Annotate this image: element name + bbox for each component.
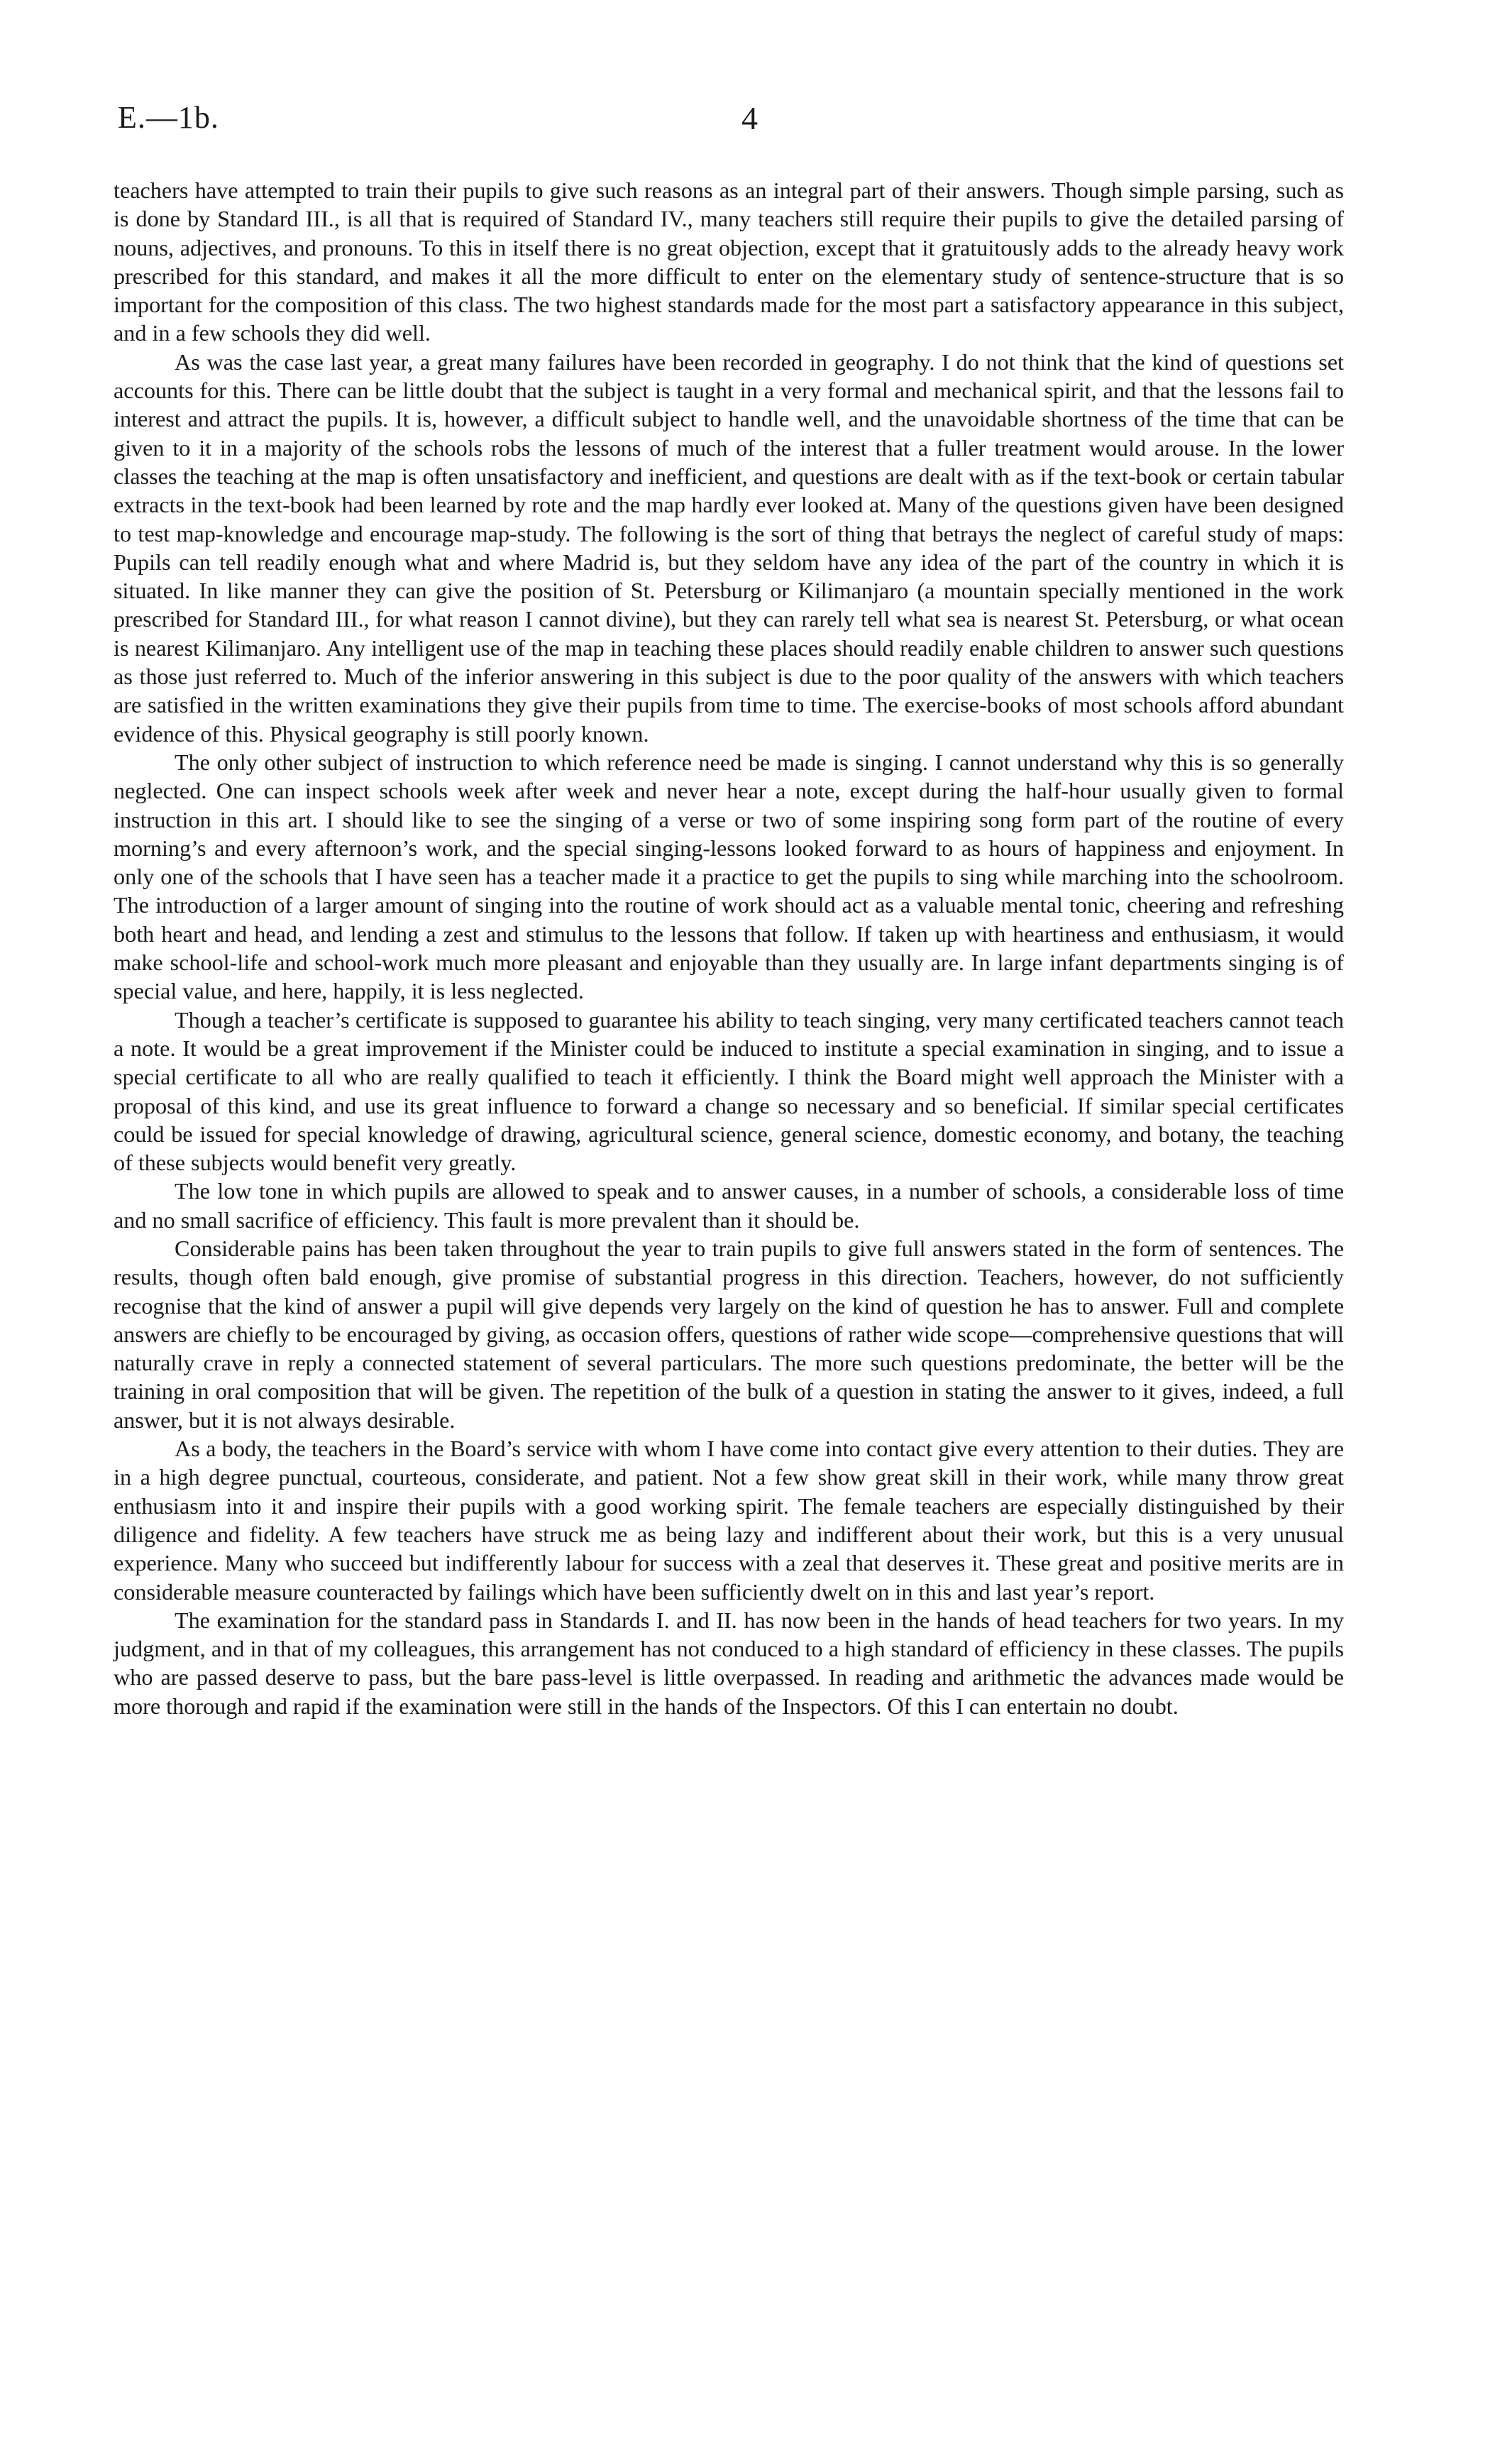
paragraph-teacher-certificate: Though a teacher’s certificate is supposed to guarantee his ability to teach singing, very many certificated teachers cannot teach a note. It would be a great improvement if the Minister could be induced to institute a special examination in singing, and to issue a special certificate to all who are really qualified to teach it efficiently. I think the Board might well approach the Minister with a proposal of this kind, and use its great influence to forward a change so necessary and so beneficial. If similar special certificates could be issued for special knowledge of drawing, agricultural science, general science, domestic economy, and botany, the teaching of these subjects would benefit very greatly. [114, 1006, 1344, 1176]
paragraph-full-answers: Considerable pains has been taken throughout the year to train pupils to give full answers stated in the form of sentences. The results, though often bald enough, give promise of substantial progress in this direction. Teachers, however, do not sufficiently recognise that the kind of answer a pupil will give depends very largely on the kind of question he has to answer. Full and complete answers are chiefly to be encouraged by giving, as occasion offers, questions of rather wide scope—comprehensive questions that will naturally crave in reply a connected statement of several particulars. The more such questions predominate, the better will be the training in oral composition that will be given. The repetition of the bulk of a question in stating the answer to it gives, indeed, a full answer, but it is not always desirable. [114, 1235, 1344, 1433]
document-page [114, 99, 1344, 1720]
running-header [114, 99, 1344, 149]
page-number: 4 [741, 100, 758, 136]
paragraph-singing: The only other subject of instruction to which reference need be made is singing. I cannot understand why this is so generally neglected. One can inspect schools week after week and never hear a note, except during the half-hour usually given to formal instruction in this art. I should like to see the singing of a verse or two of some inspiring song form part of the routine of every morning’s and every afternoon’s work, and the special singing-lessons looked forward to as hours of happiness and enjoyment. In only one of the schools that I have seen has a teacher made it a practice to get the pupils to sing while marching into the schoolroom. The introduction of a larger amount of singing into the routine of work should act as a valuable mental tonic, cheering and refreshing both heart and head, and lending a zest and stimulus to the lessons that follow. If taken up with heartiness and enthusiasm, it would make school-life and school-work much more pleasant and enjoyable than they usually are. In large infant departments singing is of special value, and here, happily, it is less neglected. [114, 749, 1344, 1004]
document-reference: E.—1b. [118, 100, 219, 135]
paragraph-standard-pass-examination: The examination for the standard pass in Standards I. and II. has now been in the hands of head teachers for two years. In my judgment, and in that of my colleagues, this arrangement has not conduced to a high standard of efficiency in these classes. The pupils who are passed deserve to pass, but the bare pass-level is little overpassed. In reading and arithmetic the advances made would be more thorough and rapid if the examination were still in the hands of the Inspectors. Of this I can entertain no doubt. [114, 1607, 1344, 1719]
paragraph-parsing-continued: teachers have attempted to train their pupils to give such reasons as an integral part of their answers. Though simple parsing, such as is done by Standard III., is all that is required of Standard IV., many teachers still require their pupils to give the detailed parsing of nouns, adjectives, and pronouns. To this in itself there is no great objection, except that it gratuitously adds to the already heavy work prescribed for this standard, and makes it all the more difficult to enter on the elementary study of sentence-structure that is so important for the composition of this class. The two highest standards made for the most part a satisfactory appearance in this subject, and in a few schools they did well. [114, 177, 1344, 346]
paragraph-low-tone: The low tone in which pupils are allowed to speak and to answer causes, in a number of schools, a considerable loss of time and no small sacrifice of efficiency. This fault is more prevalent than it should be. [114, 1178, 1344, 1233]
paragraph-teachers-body: As a body, the teachers in the Board’s service with whom I have come into contact give every attention to their duties. They are in a high degree punctual, courteous, considerate, and patient. Not a few show great skill in their work, while many throw great enthusiasm into it and inspire their pupils with a good working spirit. The female teachers are especially distinguished by their diligence and fidelity. A few teachers have struck me as being lazy and indifferent about their work, but this is a very unusual experience. Many who succeed but indifferently labour for success with a zeal that deserves it. These great and positive merits are in considerable measure counteracted by failings which have been sufficiently dwelt on in this and last year’s report. [114, 1436, 1344, 1605]
paragraph-geography: As was the case last year, a great many failures have been recorded in geography. I do not think that the kind of questions set accounts for this. There can be little doubt that the subject is taught in a very formal and mechanical spirit, and that the lessons fail to interest and attract the pupils. It is, however, a difficult subject to handle well, and the unavoidable shortness of the time that can be given to it in a majority of the schools robs the lessons of much of the interest that a fuller treatment would arouse. In the lower classes the teaching at the map is often unsatisfactory and inefficient, and questions are dealt with as if the text-book or certain tabular extracts in the text-book had been learned by rote and the map hardly ever looked at. Many of the questions given have been designed to test map-knowledge and encourage map-study. The following is the sort of thing that betrays the neglect of careful study of maps: Pupils can tell readily enough what and where Madrid is, but they seldom have any idea of the part of the country in which it is situated. In like manner they can give the position of St. Petersburg or Kilimanjaro (a mountain specially mentioned in the work prescribed for Standard III., for what reason I cannot divine), but they can rarely tell what sea is nearest St. Petersburg, or what ocean is nearest Kilimanjaro. Any intelligent use of the map in teaching these places should readily enable children to answer such questions as those just referred to. Much of the inferior answering in this subject is due to the poor quality of the answers with which teachers are satisfied in the written examinations they give their pupils from time to time. The exercise-books of most schools afford abundant evidence of this. Physical geography is still poorly known. [114, 348, 1344, 747]
report-body [114, 176, 1344, 1720]
